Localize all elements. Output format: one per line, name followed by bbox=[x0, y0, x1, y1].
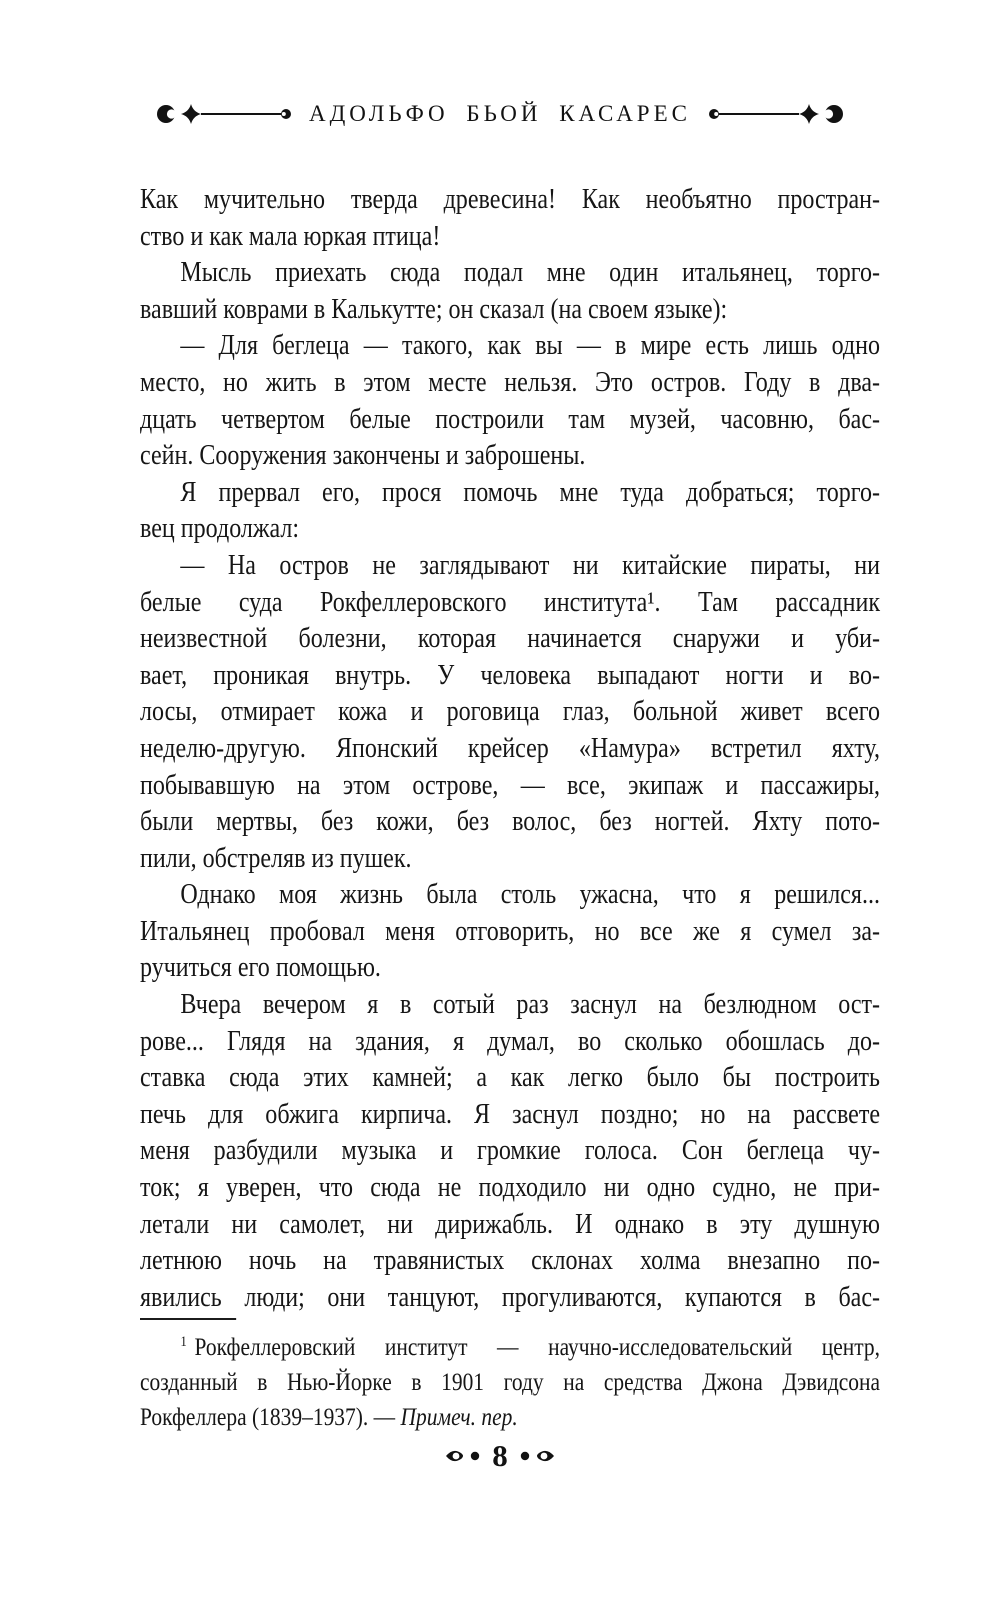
body-line: сейн. Сооружения закончены и заброшены. bbox=[140, 440, 586, 472]
footnote-marker: 1 bbox=[180, 1333, 187, 1350]
footnote bbox=[140, 1318, 880, 1435]
body-line: место, но жить в этом месте нельзя. Это остров. Году в два- bbox=[140, 366, 881, 398]
body-line: белые суда Рокфеллеровского института¹. Там рассадник bbox=[140, 586, 881, 618]
body-line: — Для беглеца — такого, как вы — в мире есть лишь одно bbox=[180, 330, 881, 362]
body-line: летали ни самолет, ни дирижабль. И однако в эту душную bbox=[140, 1208, 881, 1240]
body-line: были мертвы, без кожи, без волос, без ногтей. Яхту пото- bbox=[140, 806, 881, 838]
body-line: побывавшую на этом острове, — все, экипаж и пассажиры, bbox=[140, 769, 881, 801]
footnote-rule bbox=[140, 1318, 236, 1320]
body-text bbox=[140, 182, 880, 1316]
body-line: неизвестной болезни, которая начинается снаружи и уби- bbox=[140, 623, 881, 655]
header-flourish-right-icon bbox=[707, 102, 845, 126]
header-flourish-left-icon bbox=[155, 102, 293, 126]
body-line: ручиться его помощью. bbox=[140, 952, 381, 984]
body-line: вавший коврами в Калькутте; он сказал (на своем языке): bbox=[140, 293, 728, 325]
body-line: ставка сюда этих камней; а как легко было бы построить bbox=[140, 1062, 881, 1094]
body-line: Однако моя жизнь была столь ужасна, что я решился... bbox=[180, 879, 881, 911]
body-line: Итальянец пробовал меня отговорить, но все же я сумел за- bbox=[140, 915, 881, 947]
footnote-text-1: Рокфеллеровский институт — научно-исследовательский центр, bbox=[194, 1334, 881, 1361]
body-line: Мысль приехать сюда подал мне один итальянец, торго- bbox=[180, 257, 881, 289]
page-footer bbox=[0, 1440, 1000, 1471]
body-line: ство и как мала юркая птица! bbox=[140, 220, 441, 252]
footnote-line-3 bbox=[140, 1400, 880, 1435]
body-line: Вчера вечером я в сотый раз заснул на безлюдном ост- bbox=[180, 989, 881, 1021]
body-line: явились люди; они танцуют, прогуливаются, купаются в бас- bbox=[140, 1281, 881, 1313]
translator-note-label: Примеч. пер. bbox=[400, 1404, 518, 1431]
body-line: Как мучительно тверда древесина! Как необъятно простран- bbox=[140, 184, 881, 215]
body-line: рове... Глядя на здания, я думал, во сколько обошлась до- bbox=[140, 1025, 881, 1057]
body-line: пили, обстреляв из пушек. bbox=[140, 842, 412, 874]
folio-ornament-right-icon bbox=[519, 1447, 555, 1465]
author-name: АДОЛЬФО БЬОЙ КАСАРЕС bbox=[309, 101, 691, 126]
body-line: неделю-другую. Японский крейсер «Намура» встретил яхту, bbox=[140, 732, 881, 764]
body-line: Я прервал его, прося помочь мне туда добраться; торго- bbox=[180, 476, 881, 508]
body-line: летнюю ночь на травянистых склонах холма внезапно по- bbox=[140, 1245, 881, 1277]
body-line: ток; я уверен, что сюда не подходило ни одно судно, не при- bbox=[140, 1172, 881, 1204]
body-line: — На остров не заглядывают ни китайские пираты, ни bbox=[180, 549, 881, 581]
running-head bbox=[0, 101, 1000, 127]
body-line: меня разбудили музыка и громкие голоса. Сон беглеца чу- bbox=[140, 1135, 881, 1167]
footnote-line-2: созданный в Нью-Йорке в 1901 году на средства Джона Дэвидсона bbox=[140, 1369, 881, 1396]
page-number: 8 bbox=[492, 1438, 508, 1473]
folio-ornament-left-icon bbox=[445, 1447, 481, 1465]
footnote-line-1 bbox=[140, 1330, 880, 1365]
body-line: лосы, отмирает кожа и роговица глаз, больной живет всего bbox=[140, 696, 881, 728]
body-line: печь для обжига кирпича. Я заснул поздно; но на рассвете bbox=[140, 1098, 881, 1130]
footnote-text-3: Рокфеллера (1839–1937). — bbox=[140, 1404, 401, 1431]
body-line: вает, проникая внутрь. У человека выпадают ногти и во- bbox=[140, 659, 881, 691]
body-line: вец продолжал: bbox=[140, 513, 300, 545]
body-line: дцать четвертом белые построили там музей, часовню, бас- bbox=[140, 403, 881, 435]
